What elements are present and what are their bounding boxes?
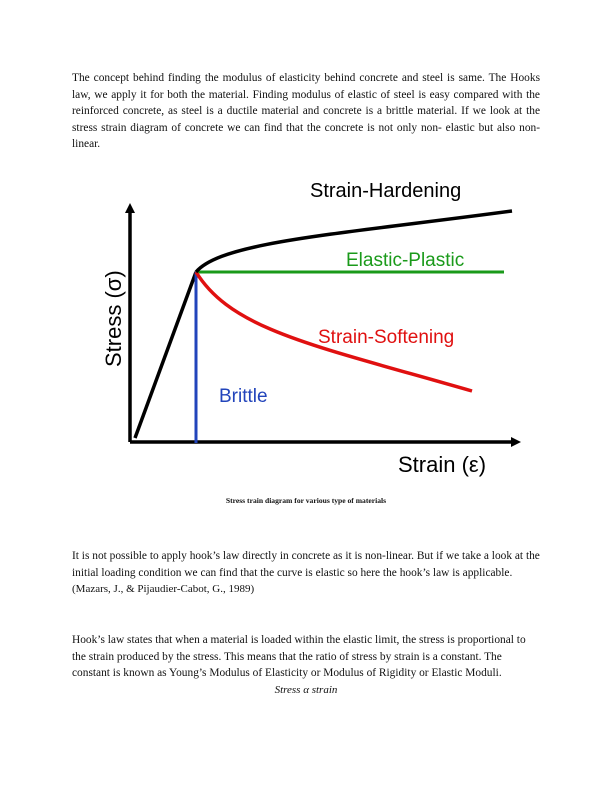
citation: (Mazars, J., & Pijaudier-Cabot, G., 1989) [72,583,255,596]
stress-strain-figure [92,160,522,485]
x-axis-label: Strain (ε) [398,452,487,477]
formula: Stress α strain [274,684,338,696]
y-axis-label: Stress (σ) [101,270,126,367]
figure-caption: Stress train diagram for various type of materials [225,496,387,505]
hooks-law-text: It is not possible to apply hook’s law directly in concrete as it is non-linear. But if we take a look at the initial loading condition we can find that the curve is elastic so here the hook’s law is applicable. [72,550,540,579]
hooks-law-paragraph [72,548,540,598]
strain-hardening-label: Strain-Hardening [310,180,462,202]
elastic-plastic-label: Elastic-Plastic [346,250,465,271]
brittle-label: Brittle [219,386,268,407]
definition-paragraph: Hook’s law states that when a material is loaded within the elastic limit, the stress is proportional to the strain produced by the stress. This means that the ratio of stress by strain is a constant. The constant is known as Young’s Modulus of Elasticity or Modulus of Rigidity or Elastic Moduli. [72,634,526,680]
elastic-line [135,272,196,438]
stress-strain-diagram [92,160,522,485]
intro-paragraph: The concept behind finding the modulus of elasticity behind concrete and steel is same. The Hooks law, we apply it for both the material. Finding modulus of elastic of steel is easy compared with the reinforced concrete, as steel is a ductile material and concrete is a brittle material. If we look at the stress strain diagram of concrete we can find that the concrete is not only non- elastic but also non-linear. [72,72,540,151]
strain-softening-label: Strain-Softening [318,327,455,348]
